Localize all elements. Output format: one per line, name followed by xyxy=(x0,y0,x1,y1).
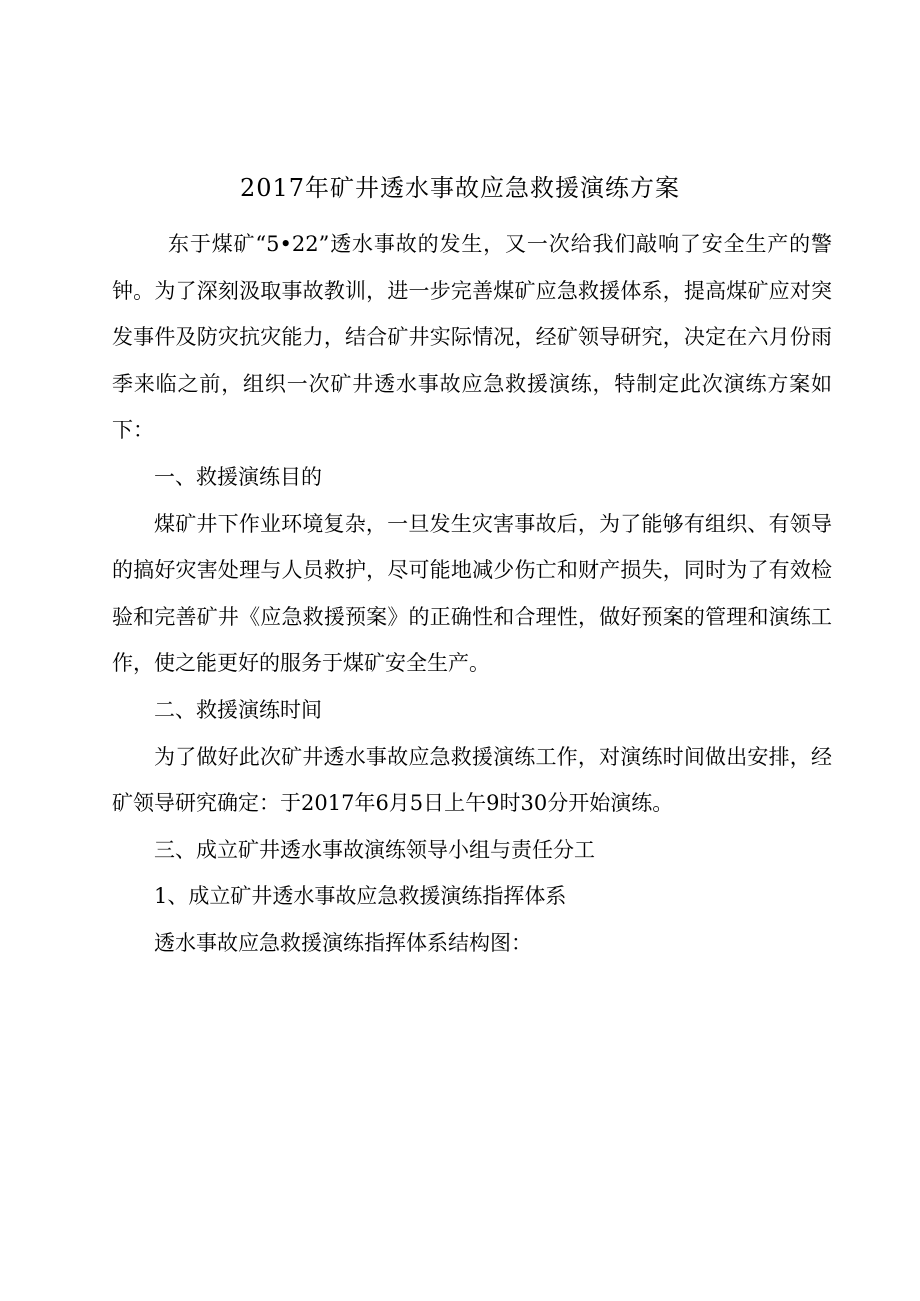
subsection-1-heading: 1、成立矿井透水事故应急救援演练指挥体系 xyxy=(154,884,567,909)
section-2-paragraph: 为了做好此次矿井透水事故应急救援演练工作，对演练时间做出安排，经矿领导研究确定：于2017年6月5日上午9时30分开始演练。 xyxy=(112,744,832,816)
section-1-heading: 一、救援演练目的 xyxy=(154,464,322,489)
document-body xyxy=(112,221,832,967)
document-title: 2017年矿井透水事故应急救援演练方案 xyxy=(239,174,681,202)
section-2-heading: 二、救援演练时间 xyxy=(154,697,322,722)
intro-paragraph: 东于煤矿“5•22”透水事故的发生，又一次给我们敲响了安全生产的警钟。为了深刻汲取事故教训，进一步完善煤矿应急救援体系，提高煤矿应对突发事件及防灾抗灾能力，结合矿井实际情况，经矿领导研究，决定在六月份雨季来临之前，组织一次矿井透水事故应急救援演练，特制定此次演练方案如下： xyxy=(112,232,832,443)
section-3-heading: 三、成立矿井透水事故演练领导小组与责任分工 xyxy=(154,837,595,862)
subsection-1-paragraph: 透水事故应急救援演练指挥体系结构图： xyxy=(154,930,532,955)
section-1-paragraph: 煤矿井下作业环境复杂，一旦发生灾害事故后，为了能够有组织、有领导的搞好灾害处理与人员救护，尽可能地减少伤亡和财产损失，同时为了有效检验和完善矿井《应急救援预案》的正确性和合理性，做好预案的管理和演练工作，使之能更好的服务于煤矿安全生产。 xyxy=(112,511,832,676)
